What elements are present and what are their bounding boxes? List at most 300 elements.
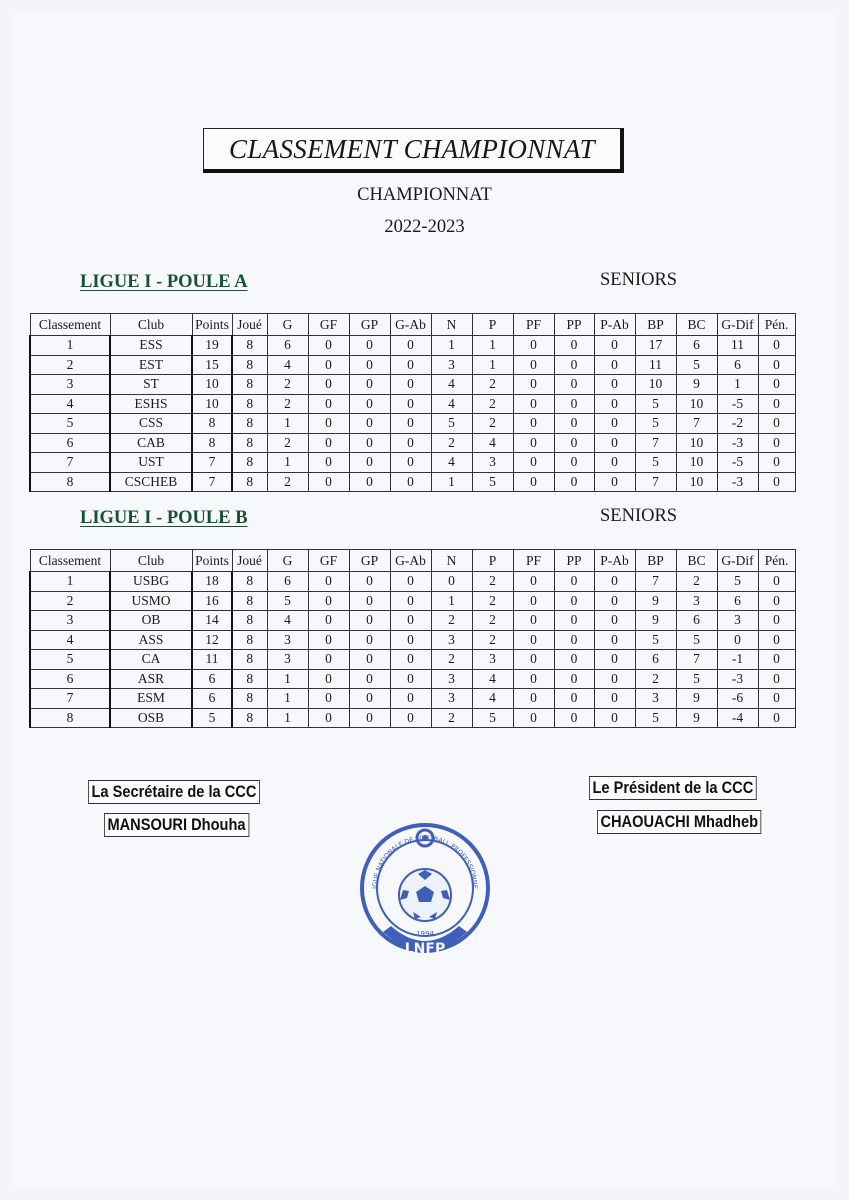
cell-points: 8 <box>192 433 232 453</box>
cell-classement: 5 <box>30 650 110 670</box>
cell-g-ab: 0 <box>390 611 431 631</box>
cell-p-ab: 0 <box>594 414 635 434</box>
cell-joue: 8 <box>232 669 267 689</box>
cell-bp: 5 <box>635 708 676 728</box>
cell-joue: 8 <box>232 572 267 592</box>
column-header-g-ab: G-Ab <box>390 314 431 336</box>
cell-g: 1 <box>267 414 308 434</box>
cell-p: 2 <box>472 414 513 434</box>
cell-club: ESHS <box>110 394 192 414</box>
cell-g: 1 <box>267 689 308 709</box>
cell-pp: 0 <box>554 336 594 356</box>
cell-bp: 10 <box>635 375 676 395</box>
cell-joue: 8 <box>232 453 267 473</box>
cell-g-dif: -4 <box>717 708 758 728</box>
cell-club: OSB <box>110 708 192 728</box>
cell-p-ab: 0 <box>594 375 635 395</box>
cell-n: 3 <box>431 669 472 689</box>
cell-gp: 0 <box>349 689 390 709</box>
cell-pp: 0 <box>554 611 594 631</box>
cell-classement: 5 <box>30 414 110 434</box>
cell-points: 11 <box>192 650 232 670</box>
cell-pp: 0 <box>554 472 594 492</box>
cell-bc: 5 <box>676 355 717 375</box>
cell-n: 4 <box>431 453 472 473</box>
cell-points: 6 <box>192 669 232 689</box>
cell-g-dif: -3 <box>717 472 758 492</box>
table-row <box>30 375 795 395</box>
cell-n: 0 <box>431 572 472 592</box>
column-header-bc: BC <box>676 550 717 572</box>
cell-joue: 8 <box>232 355 267 375</box>
column-header-n: N <box>431 550 472 572</box>
cell-g-ab: 0 <box>390 433 431 453</box>
cell-bp: 9 <box>635 611 676 631</box>
cell-g-ab: 0 <box>390 591 431 611</box>
cell-gf: 0 <box>308 414 349 434</box>
cell-pen: 0 <box>758 355 795 375</box>
cell-g-ab: 0 <box>390 336 431 356</box>
cell-bp: 7 <box>635 472 676 492</box>
cell-n: 1 <box>431 472 472 492</box>
cell-pp: 0 <box>554 433 594 453</box>
cell-p: 4 <box>472 669 513 689</box>
cell-classement: 4 <box>30 630 110 650</box>
secretary-name: MANSOURI Dhouha <box>104 813 249 837</box>
cell-points: 10 <box>192 394 232 414</box>
cell-points: 18 <box>192 572 232 592</box>
table-row <box>30 414 795 434</box>
column-header-g: G <box>267 314 308 336</box>
column-header-bp: BP <box>635 550 676 572</box>
cell-g-dif: -2 <box>717 414 758 434</box>
cell-g-dif: -3 <box>717 669 758 689</box>
cell-pp: 0 <box>554 453 594 473</box>
column-header-pf: PF <box>513 550 554 572</box>
cell-joue: 8 <box>232 433 267 453</box>
column-header-gf: GF <box>308 314 349 336</box>
cell-pf: 0 <box>513 650 554 670</box>
table-row <box>30 611 795 631</box>
cell-p: 2 <box>472 611 513 631</box>
cell-gp: 0 <box>349 591 390 611</box>
group-b-category: SENIORS <box>600 506 678 526</box>
cell-gp: 0 <box>349 708 390 728</box>
cell-gf: 0 <box>308 611 349 631</box>
cell-bc: 6 <box>676 611 717 631</box>
cell-gf: 0 <box>308 669 349 689</box>
cell-pen: 0 <box>758 414 795 434</box>
cell-pp: 0 <box>554 414 594 434</box>
table-row <box>30 630 795 650</box>
cell-pen: 0 <box>758 611 795 631</box>
cell-pen: 0 <box>758 394 795 414</box>
table-row <box>30 650 795 670</box>
cell-club: CSCHEB <box>110 472 192 492</box>
cell-points: 8 <box>192 414 232 434</box>
cell-bc: 9 <box>676 689 717 709</box>
cell-club: USBG <box>110 572 192 592</box>
cell-joue: 8 <box>232 414 267 434</box>
table-row <box>30 394 795 414</box>
cell-p-ab: 0 <box>594 650 635 670</box>
column-header-pen: Pén. <box>758 550 795 572</box>
cell-p: 4 <box>472 433 513 453</box>
cell-pf: 0 <box>513 708 554 728</box>
cell-pp: 0 <box>554 669 594 689</box>
cell-points: 7 <box>192 472 232 492</box>
cell-p-ab: 0 <box>594 394 635 414</box>
cell-bp: 6 <box>635 650 676 670</box>
cell-g: 3 <box>267 650 308 670</box>
column-header-pen: Pén. <box>758 314 795 336</box>
cell-n: 2 <box>431 650 472 670</box>
table-row <box>30 355 795 375</box>
group-b-heading: LIGUE I - POULE B <box>80 508 248 528</box>
column-header-p-ab: P-Ab <box>594 550 635 572</box>
secretary-role: La Secrétaire de la CCC <box>88 780 260 804</box>
cell-classement: 2 <box>30 591 110 611</box>
cell-p-ab: 0 <box>594 708 635 728</box>
cell-n: 3 <box>431 355 472 375</box>
cell-p: 1 <box>472 336 513 356</box>
cell-p: 2 <box>472 572 513 592</box>
cell-n: 4 <box>431 394 472 414</box>
cell-gf: 0 <box>308 433 349 453</box>
cell-pp: 0 <box>554 394 594 414</box>
column-header-classement: Classement <box>30 550 110 572</box>
cell-pen: 0 <box>758 669 795 689</box>
cell-classement: 1 <box>30 572 110 592</box>
cell-g-ab: 0 <box>390 375 431 395</box>
cell-pen: 0 <box>758 453 795 473</box>
cell-points: 12 <box>192 630 232 650</box>
cell-p-ab: 0 <box>594 572 635 592</box>
cell-gp: 0 <box>349 669 390 689</box>
column-header-pp: PP <box>554 314 594 336</box>
cell-n: 5 <box>431 414 472 434</box>
cell-p-ab: 0 <box>594 472 635 492</box>
cell-club: ST <box>110 375 192 395</box>
cell-g-dif: -1 <box>717 650 758 670</box>
cell-classement: 8 <box>30 708 110 728</box>
cell-g-ab: 0 <box>390 453 431 473</box>
cell-points: 19 <box>192 336 232 356</box>
column-header-p-ab: P-Ab <box>594 314 635 336</box>
table-row <box>30 708 795 728</box>
cell-g-ab: 0 <box>390 708 431 728</box>
cell-classement: 6 <box>30 669 110 689</box>
column-header-pp: PP <box>554 550 594 572</box>
cell-g: 2 <box>267 394 308 414</box>
cell-gf: 0 <box>308 453 349 473</box>
cell-classement: 3 <box>30 375 110 395</box>
column-header-gp: GP <box>349 314 390 336</box>
table-row <box>30 572 795 592</box>
cell-club: UST <box>110 453 192 473</box>
cell-joue: 8 <box>232 472 267 492</box>
cell-joue: 8 <box>232 611 267 631</box>
cell-bp: 17 <box>635 336 676 356</box>
cell-pen: 0 <box>758 591 795 611</box>
cell-gf: 0 <box>308 708 349 728</box>
cell-pp: 0 <box>554 708 594 728</box>
cell-g-ab: 0 <box>390 572 431 592</box>
cell-gf: 0 <box>308 375 349 395</box>
cell-classement: 7 <box>30 689 110 709</box>
cell-p-ab: 0 <box>594 669 635 689</box>
cell-pf: 0 <box>513 355 554 375</box>
column-header-g-dif: G-Dif <box>717 550 758 572</box>
column-header-points: Points <box>192 550 232 572</box>
cell-gp: 0 <box>349 375 390 395</box>
cell-club: USMO <box>110 591 192 611</box>
cell-bp: 3 <box>635 689 676 709</box>
cell-g: 3 <box>267 630 308 650</box>
cell-bc: 7 <box>676 414 717 434</box>
cell-bc: 9 <box>676 708 717 728</box>
cell-classement: 2 <box>30 355 110 375</box>
column-header-joue: Joué <box>232 550 267 572</box>
cell-gf: 0 <box>308 650 349 670</box>
cell-p-ab: 0 <box>594 689 635 709</box>
cell-pen: 0 <box>758 375 795 395</box>
cell-gf: 0 <box>308 630 349 650</box>
cell-n: 3 <box>431 630 472 650</box>
column-header-p: P <box>472 314 513 336</box>
cell-club: ESS <box>110 336 192 356</box>
cell-points: 15 <box>192 355 232 375</box>
cell-g-ab: 0 <box>390 472 431 492</box>
cell-pf: 0 <box>513 630 554 650</box>
seal-acronym: LNFP <box>404 941 446 957</box>
cell-points: 6 <box>192 689 232 709</box>
cell-points: 7 <box>192 453 232 473</box>
cell-pen: 0 <box>758 472 795 492</box>
cell-bc: 6 <box>676 336 717 356</box>
seal-year: 1994 <box>416 930 434 938</box>
cell-p: 2 <box>472 375 513 395</box>
cell-pp: 0 <box>554 650 594 670</box>
cell-n: 4 <box>431 375 472 395</box>
cell-gf: 0 <box>308 472 349 492</box>
lnfp-seal-stamp <box>355 820 495 970</box>
cell-gf: 0 <box>308 355 349 375</box>
cell-pp: 0 <box>554 355 594 375</box>
cell-gf: 0 <box>308 572 349 592</box>
cell-bc: 10 <box>676 394 717 414</box>
cell-g: 6 <box>267 572 308 592</box>
table-row <box>30 453 795 473</box>
cell-pf: 0 <box>513 689 554 709</box>
cell-pf: 0 <box>513 375 554 395</box>
header-row <box>30 550 795 572</box>
cell-p-ab: 0 <box>594 355 635 375</box>
cell-joue: 8 <box>232 689 267 709</box>
table-row <box>30 472 795 492</box>
cell-g-dif: 5 <box>717 572 758 592</box>
column-header-gp: GP <box>349 550 390 572</box>
column-header-bc: BC <box>676 314 717 336</box>
cell-pp: 0 <box>554 689 594 709</box>
cell-club: OB <box>110 611 192 631</box>
cell-joue: 8 <box>232 650 267 670</box>
cell-points: 16 <box>192 591 232 611</box>
cell-pf: 0 <box>513 394 554 414</box>
cell-joue: 8 <box>232 394 267 414</box>
cell-p: 5 <box>472 472 513 492</box>
cell-points: 10 <box>192 375 232 395</box>
cell-bp: 7 <box>635 572 676 592</box>
column-header-club: Club <box>110 550 192 572</box>
document-subtitle: CHAMPIONNAT <box>357 185 492 205</box>
cell-bc: 9 <box>676 375 717 395</box>
cell-classement: 3 <box>30 611 110 631</box>
season-label: 2022-2023 <box>384 217 465 237</box>
cell-pen: 0 <box>758 572 795 592</box>
cell-g-ab: 0 <box>390 689 431 709</box>
cell-pen: 0 <box>758 630 795 650</box>
cell-gp: 0 <box>349 472 390 492</box>
cell-bp: 9 <box>635 591 676 611</box>
cell-classement: 7 <box>30 453 110 473</box>
cell-g: 4 <box>267 611 308 631</box>
cell-pf: 0 <box>513 472 554 492</box>
cell-pp: 0 <box>554 630 594 650</box>
cell-club: ASR <box>110 669 192 689</box>
cell-n: 2 <box>431 708 472 728</box>
cell-p-ab: 0 <box>594 433 635 453</box>
cell-gp: 0 <box>349 433 390 453</box>
group-a-category: SENIORS <box>600 270 678 290</box>
cell-pf: 0 <box>513 453 554 473</box>
cell-n: 3 <box>431 689 472 709</box>
cell-pen: 0 <box>758 433 795 453</box>
column-header-joue: Joué <box>232 314 267 336</box>
cell-n: 1 <box>431 591 472 611</box>
cell-bp: 5 <box>635 394 676 414</box>
cell-pf: 0 <box>513 336 554 356</box>
cell-gf: 0 <box>308 591 349 611</box>
cell-p: 2 <box>472 630 513 650</box>
column-header-g: G <box>267 550 308 572</box>
cell-bc: 10 <box>676 453 717 473</box>
cell-p: 1 <box>472 355 513 375</box>
column-header-points: Points <box>192 314 232 336</box>
cell-pf: 0 <box>513 611 554 631</box>
cell-g: 1 <box>267 708 308 728</box>
cell-gf: 0 <box>308 689 349 709</box>
cell-joue: 8 <box>232 375 267 395</box>
seal-caption-text: IGUE NATIONALE DE FOOTBALL PROFESSIONNE <box>370 833 480 889</box>
cell-g-ab: 0 <box>390 394 431 414</box>
document-title: CLASSEMENT CHAMPIONNAT <box>203 128 624 173</box>
cell-g-ab: 0 <box>390 650 431 670</box>
column-header-club: Club <box>110 314 192 336</box>
cell-gp: 0 <box>349 453 390 473</box>
cell-n: 2 <box>431 611 472 631</box>
cell-classement: 6 <box>30 433 110 453</box>
column-header-g-dif: G-Dif <box>717 314 758 336</box>
cell-bc: 10 <box>676 433 717 453</box>
group-b-standings-table <box>29 549 796 728</box>
cell-g: 4 <box>267 355 308 375</box>
cell-bp: 5 <box>635 414 676 434</box>
cell-bp: 2 <box>635 669 676 689</box>
cell-gf: 0 <box>308 394 349 414</box>
cell-bp: 5 <box>635 630 676 650</box>
cell-p-ab: 0 <box>594 630 635 650</box>
cell-p: 3 <box>472 453 513 473</box>
cell-club: CAB <box>110 433 192 453</box>
cell-g: 1 <box>267 669 308 689</box>
cell-g: 2 <box>267 433 308 453</box>
cell-gf: 0 <box>308 336 349 356</box>
table-row <box>30 689 795 709</box>
column-header-n: N <box>431 314 472 336</box>
cell-gp: 0 <box>349 355 390 375</box>
cell-pen: 0 <box>758 708 795 728</box>
cell-club: EST <box>110 355 192 375</box>
cell-bp: 7 <box>635 433 676 453</box>
cell-g: 1 <box>267 453 308 473</box>
cell-n: 2 <box>431 433 472 453</box>
cell-p-ab: 0 <box>594 611 635 631</box>
cell-g-dif: 6 <box>717 591 758 611</box>
cell-club: ESM <box>110 689 192 709</box>
cell-pen: 0 <box>758 650 795 670</box>
cell-bc: 3 <box>676 591 717 611</box>
table-row <box>30 669 795 689</box>
cell-joue: 8 <box>232 336 267 356</box>
cell-club: CA <box>110 650 192 670</box>
cell-gp: 0 <box>349 394 390 414</box>
cell-gp: 0 <box>349 414 390 434</box>
cell-g-dif: 0 <box>717 630 758 650</box>
cell-pp: 0 <box>554 591 594 611</box>
cell-p-ab: 0 <box>594 453 635 473</box>
cell-g-dif: -3 <box>717 433 758 453</box>
cell-g-dif: 6 <box>717 355 758 375</box>
cell-pf: 0 <box>513 433 554 453</box>
cell-bp: 5 <box>635 453 676 473</box>
cell-pf: 0 <box>513 669 554 689</box>
cell-p: 2 <box>472 591 513 611</box>
cell-g-ab: 0 <box>390 355 431 375</box>
cell-g-ab: 0 <box>390 630 431 650</box>
cell-bc: 5 <box>676 630 717 650</box>
cell-bc: 10 <box>676 472 717 492</box>
table-row <box>30 336 795 356</box>
cell-joue: 8 <box>232 708 267 728</box>
cell-g: 5 <box>267 591 308 611</box>
cell-g: 6 <box>267 336 308 356</box>
cell-p-ab: 0 <box>594 591 635 611</box>
cell-points: 5 <box>192 708 232 728</box>
cell-n: 1 <box>431 336 472 356</box>
cell-gp: 0 <box>349 650 390 670</box>
cell-p: 3 <box>472 650 513 670</box>
column-header-g-ab: G-Ab <box>390 550 431 572</box>
cell-g-dif: 11 <box>717 336 758 356</box>
table-row <box>30 591 795 611</box>
cell-gp: 0 <box>349 611 390 631</box>
cell-points: 14 <box>192 611 232 631</box>
cell-pen: 0 <box>758 336 795 356</box>
column-header-classement: Classement <box>30 314 110 336</box>
cell-bc: 5 <box>676 669 717 689</box>
cell-classement: 1 <box>30 336 110 356</box>
